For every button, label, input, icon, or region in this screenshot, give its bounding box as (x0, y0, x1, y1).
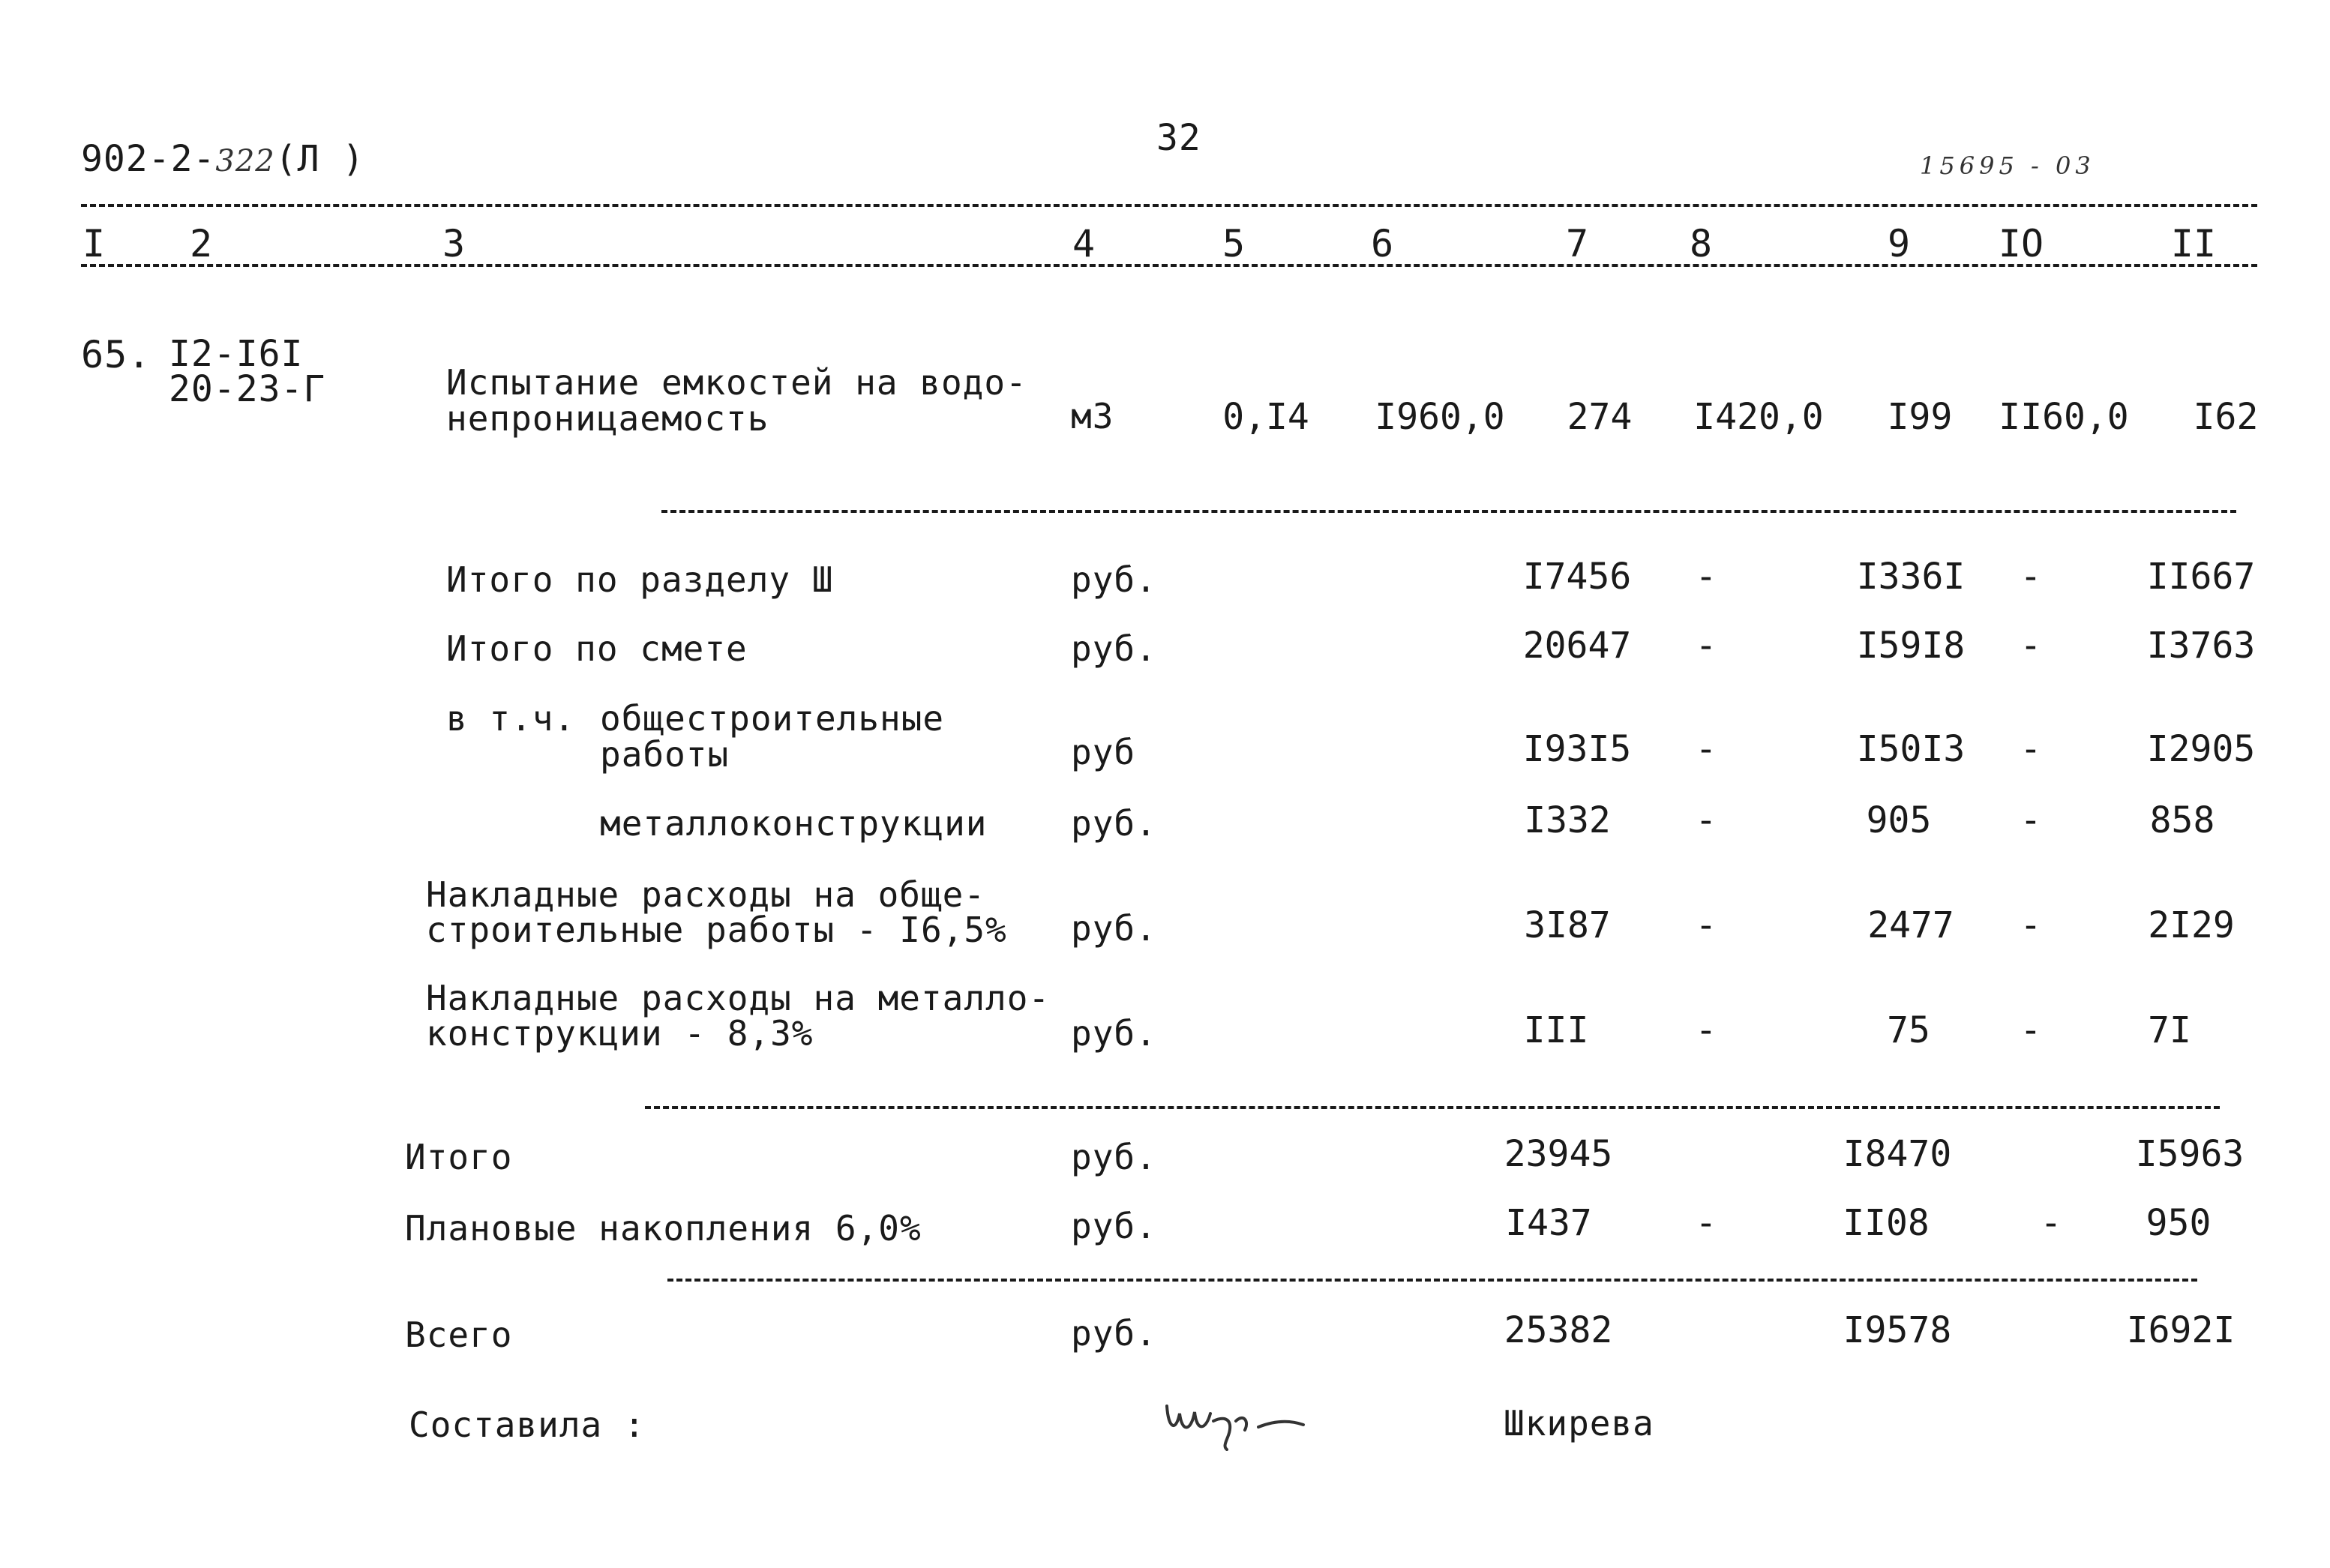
row-label-line2: работы (600, 734, 730, 775)
item-col6: I960,0 (1375, 396, 1505, 438)
row-label-line2: конструкции - 8,3% (426, 1013, 814, 1054)
handwritten-signature (1161, 1391, 1311, 1451)
item-quantity: 0,I4 (1222, 396, 1309, 438)
row-label-line1: Накладные расходы на металло- (426, 978, 1051, 1018)
row-label-line1: Накладные расходы на обще- (426, 874, 986, 915)
item-code-line2: 20-23-Г (169, 368, 326, 410)
row-col9: 905 (1866, 799, 1932, 841)
row-col10: - (2040, 1202, 2062, 1244)
row-col10: - (2020, 1009, 2042, 1051)
row-unit: руб. (1071, 908, 1157, 949)
col-header-1: I (82, 222, 106, 265)
document-code-printed: 902-2- (81, 138, 216, 180)
row-col7: I93I5 (1522, 728, 1632, 770)
item-col8: I420,0 (1693, 396, 1824, 438)
row-col10: - (2020, 799, 2042, 841)
row-col9: II08 (1843, 1202, 1930, 1244)
row-col10: - (2020, 728, 2042, 770)
row-col11: I3763 (2146, 625, 2256, 667)
row-col11: 2I29 (2148, 904, 2235, 946)
row-col8: - (1695, 904, 1717, 946)
row-col7: 3I87 (1524, 904, 1611, 946)
row-unit: руб (1071, 732, 1136, 772)
col-header-10: IO (1998, 222, 2044, 265)
row-col7: 25382 (1504, 1309, 1613, 1351)
section-divider-2 (645, 1106, 2220, 1109)
row-col8: - (1695, 556, 1717, 598)
col-header-5: 5 (1222, 222, 1246, 265)
document-code (81, 138, 365, 180)
row-col9: 2477 (1867, 904, 1954, 946)
header-divider-bottom (81, 264, 2257, 267)
row-label: Всего (405, 1315, 513, 1355)
row-unit: руб. (1071, 1206, 1157, 1246)
row-col7: I7456 (1522, 556, 1632, 598)
row-col7: I332 (1524, 799, 1611, 841)
row-col11: I5963 (2135, 1133, 2245, 1175)
col-header-7: 7 (1565, 222, 1589, 265)
row-label: Итого по смете (446, 628, 748, 669)
row-col9: 75 (1887, 1009, 1930, 1051)
signature-label: Составила : (409, 1405, 646, 1445)
row-col11: 950 (2146, 1202, 2212, 1244)
col-header-11: II (2170, 222, 2217, 265)
row-unit: руб. (1071, 1313, 1157, 1354)
row-col9: I50I3 (1856, 728, 1966, 770)
row-label-line2: строительные работы - I6,5% (426, 910, 1007, 950)
document-code-suffix: (Л ) (274, 138, 365, 180)
row-col7: 20647 (1522, 625, 1632, 667)
row-label-prefix: в т.ч. (446, 698, 576, 739)
item-unit: м3 (1071, 396, 1114, 436)
col-header-3: 3 (442, 222, 466, 265)
row-label: Итого по разделу Ш (446, 559, 834, 600)
row-col10: - (2020, 556, 2042, 598)
header-divider-top (81, 204, 2257, 207)
item-col11: I62 (2193, 396, 2259, 438)
col-header-2: 2 (189, 222, 213, 265)
row-label: металлоконструкции (600, 803, 988, 844)
row-col11: I692I (2126, 1309, 2236, 1351)
section-divider-1 (661, 510, 2236, 513)
row-col11: II667 (2146, 556, 2256, 598)
document-code-handwritten: 322 (215, 144, 275, 178)
item-description-line1: Испытание емкостей на водо- (446, 362, 1027, 403)
row-unit: руб. (1071, 1013, 1157, 1054)
row-col8: - (1695, 1009, 1717, 1051)
row-col7: III (1523, 1009, 1589, 1051)
row-col9: I336I (1856, 556, 1966, 598)
row-unit: руб. (1071, 628, 1157, 669)
col-header-6: 6 (1370, 222, 1394, 265)
item-description-line2: непроницаемость (446, 398, 769, 439)
row-unit: руб. (1071, 1137, 1157, 1177)
row-label-line1: общестроительные (600, 698, 945, 739)
item-col9: I99 (1887, 396, 1953, 438)
item-code-line1: I2-I6I (169, 333, 304, 375)
row-col8: - (1695, 799, 1717, 841)
row-col10: - (2020, 904, 2042, 946)
row-col9: I9578 (1843, 1309, 1952, 1351)
col-header-9: 9 (1887, 222, 1911, 265)
row-col9: I8470 (1843, 1133, 1952, 1175)
item-number: 65. (81, 333, 151, 376)
row-col9: I59I8 (1856, 625, 1966, 667)
col-header-8: 8 (1689, 222, 1713, 265)
item-col10: II60,0 (1999, 396, 2129, 438)
section-divider-3 (667, 1279, 2197, 1282)
row-col11: I2905 (2146, 728, 2256, 770)
row-col8: - (1695, 625, 1717, 667)
col-header-4: 4 (1072, 222, 1096, 265)
signature-name: Шкирева (1504, 1403, 1654, 1444)
row-label: Плановые накопления 6,0% (405, 1208, 922, 1249)
row-label: Итого (405, 1137, 513, 1177)
row-col7: 23945 (1504, 1133, 1613, 1175)
row-col11: 858 (2149, 799, 2215, 841)
stamp-handwritten: 15695 - 03 (1920, 151, 2095, 180)
row-col7: I437 (1505, 1202, 1592, 1244)
row-col8: - (1695, 728, 1717, 770)
row-unit: руб. (1071, 803, 1157, 844)
row-unit: руб. (1071, 559, 1157, 600)
page-number: 32 (1156, 117, 1201, 159)
item-col7: 274 (1567, 396, 1633, 438)
row-col11: 7I (2148, 1009, 2191, 1051)
row-col10: - (2020, 625, 2042, 667)
row-col8: - (1695, 1202, 1717, 1244)
